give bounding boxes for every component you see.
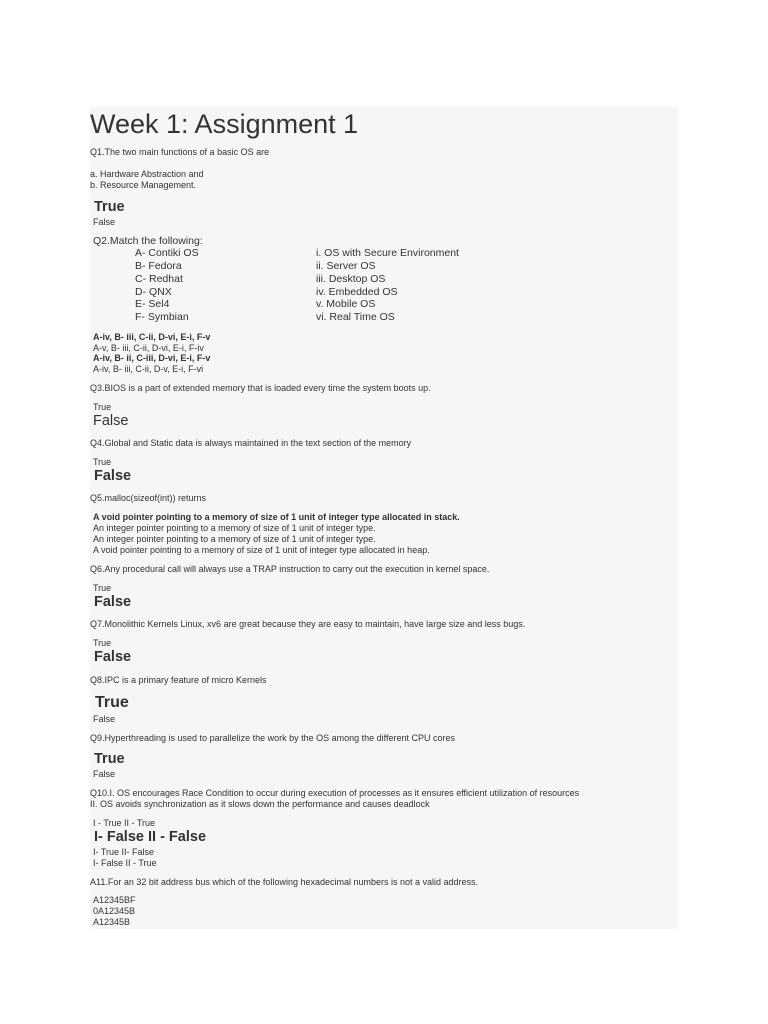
q2-option-3[interactable]: A-iv, B- ii, C-iii, D-vi, E-i, F-v: [93, 353, 211, 363]
question-8: Q8.IPC is a primary feature of micro Kernels: [90, 675, 267, 685]
q2-right-ii: ii. Server OS: [316, 260, 376, 272]
q4-option-true[interactable]: True: [93, 457, 112, 467]
q2-left-e: E- Sel4: [135, 298, 170, 310]
q10-option-3[interactable]: I- True II- False: [93, 847, 155, 857]
question-1-line-a: a. Hardware Abstraction and: [90, 169, 204, 179]
q2-right-iii: iii. Desktop OS: [316, 273, 386, 285]
question-6: Q6.Any procedural call will always use a TRAP instruction to carry out the execution in kernel space.: [90, 564, 490, 574]
q4-option-false[interactable]: False: [94, 468, 132, 484]
q11-option-1[interactable]: A12345BF: [93, 895, 136, 905]
question-1-line-b: b. Resource Management.: [90, 180, 197, 190]
q2-left-c: C- Redhat: [135, 273, 183, 285]
question-4: Q4.Global and Static data is always maintained in the text section of the memory: [90, 438, 412, 448]
q6-option-true[interactable]: True: [93, 583, 112, 593]
q3-option-false[interactable]: False: [93, 413, 129, 429]
q2-left-f: F- Symbian: [135, 311, 189, 323]
q6-option-false[interactable]: False: [94, 594, 132, 610]
q2-left-d: D- QNX: [135, 286, 172, 298]
q5-option-1[interactable]: A void pointer pointing to a memory of size of 1 unit of integer type allocated in stack.: [93, 512, 460, 522]
q2-right-vi: vi. Real Time OS: [316, 311, 395, 323]
q2-right-iv: iv. Embedded OS: [316, 286, 398, 298]
page-title: Week 1: Assignment 1: [90, 109, 359, 139]
q9-option-true[interactable]: True: [94, 751, 125, 767]
question-11: A11.For an 32 bit address bus which of the following hexadecimal numbers is not a valid address.: [90, 877, 479, 887]
q7-option-true[interactable]: True: [93, 638, 112, 648]
q5-option-2[interactable]: An integer pointer pointing to a memory of size of 1 unit of integer type.: [93, 523, 376, 533]
q2-left-a: A- Contiki OS: [135, 247, 199, 259]
q1-option-true[interactable]: True: [94, 199, 125, 215]
question-3: Q3.BIOS is a part of extended memory that is loaded every time the system boots up.: [90, 383, 431, 393]
question-9: Q9.Hyperthreading is used to parallelize the work by the OS among the different CPU cores: [90, 733, 456, 743]
question-2: Q2.Match the following:: [93, 235, 203, 247]
q10-option-2[interactable]: I- False II - False: [94, 829, 207, 845]
q5-option-3[interactable]: An integer pointer pointing to a memory of size of 1 unit of integer type.: [93, 534, 376, 544]
q8-option-false[interactable]: False: [93, 714, 116, 724]
q5-option-4[interactable]: A void pointer pointing to a memory of size of 1 unit of integer type allocated in heap.: [93, 545, 430, 555]
q2-option-4[interactable]: A-iv, B- iii, C-ii, D-v, E-i, F-vi: [93, 364, 204, 374]
q11-option-2[interactable]: 0A12345B: [93, 906, 136, 916]
question-5: Q5.malloc(sizeof(int)) returns: [90, 493, 207, 503]
q9-option-false[interactable]: False: [93, 769, 116, 779]
q8-option-true[interactable]: True: [95, 694, 129, 711]
question-10-line-2: II. OS avoids synchronization as it slows down the performance and causes deadlock: [90, 799, 430, 809]
question-1: Q1.The two main functions of a basic OS are: [90, 147, 270, 157]
assignment-sheet: [90, 107, 678, 929]
q10-option-4[interactable]: I- False II - True: [93, 858, 157, 868]
q3-option-true[interactable]: True: [93, 402, 112, 412]
q7-option-false[interactable]: False: [94, 649, 132, 665]
q10-option-1[interactable]: I - True II - True: [93, 818, 156, 828]
question-7: Q7.Monolithic Kernels Linux, xv6 are great because they are easy to maintain, have large size and less bugs.: [90, 619, 526, 629]
q11-option-3[interactable]: A12345B: [93, 917, 131, 927]
q2-option-1[interactable]: A-iv, B- iii, C-ii, D-vi, E-i, F-v: [93, 332, 211, 342]
q1-option-false[interactable]: False: [93, 217, 116, 227]
question-10-line-1: Q10.I. OS encourages Race Condition to occur during execution of processes as it ensures efficient utilization of resources: [90, 788, 580, 798]
q2-option-2[interactable]: A-v, B- iii, C-ii, D-vi, E-i, F-iv: [93, 343, 204, 353]
q2-right-v: v. Mobile OS: [316, 298, 376, 310]
q2-left-b: B- Fedora: [135, 260, 182, 272]
q2-right-i: i. OS with Secure Environment: [316, 247, 459, 259]
